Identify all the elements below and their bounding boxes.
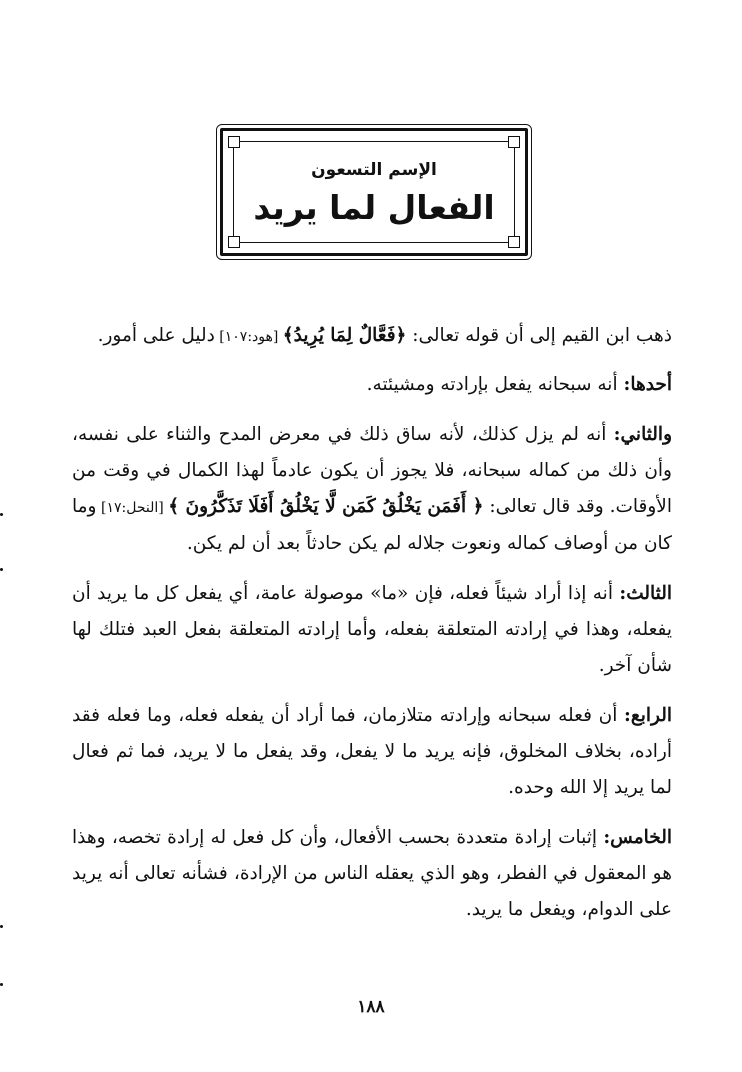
margin-mark [0, 568, 3, 571]
point-text: أنه إذا أراد شيئاً فعله، فإن «ما» موصولة عامة، أي يفعل كل ما يريد أن يفعله، وهذا في إرادته المتعلقة بفعله، وأما إرادته المتعلقة بفعل العبد فتلك لها شأن آخر. [72, 583, 672, 676]
margin-mark [0, 925, 3, 928]
point-text: أنه سبحانه يفعل بإرادته ومشيئته. [366, 374, 624, 395]
verse-reference: [النحل:١٧] [96, 500, 169, 516]
point-label: الثالث: [619, 583, 672, 604]
point-label: الرابع: [624, 705, 672, 726]
chapter-title-inner-frame [233, 141, 515, 243]
frame-corner-ornament [228, 136, 240, 148]
page-number: ١٨٨ [357, 997, 385, 1017]
frame-corner-ornament [508, 236, 520, 248]
chapter-title-frame [220, 128, 528, 256]
verse-reference: [هود:١٠٧] [214, 329, 283, 345]
point-label: والثاني: [613, 424, 672, 445]
body-text [72, 318, 672, 942]
point-label: أحدها: [623, 374, 672, 395]
point-text-continued: وما كان من أوصاف كماله ونعوت جلاله لم يكن حادثاً بعد أن لم يكن. [72, 496, 672, 554]
frame-corner-ornament [508, 136, 520, 148]
paragraph-second [72, 417, 672, 562]
chapter-subtitle: الإسم التسعون [311, 160, 437, 180]
paragraph-intro [72, 318, 672, 355]
paragraph-fourth [72, 698, 672, 806]
margin-mark [0, 513, 3, 516]
intro-text-before: ذهب ابن القيم إلى أن قوله تعالى: [406, 325, 672, 346]
chapter-title: الفعال لما يريد [253, 188, 495, 227]
paragraph-fifth [72, 820, 672, 928]
point-text: إثبات إرادة متعددة بحسب الأفعال، وأن كل فعل له إرادة تخصه، وهذا هو المعقول في الفطر، وهو الذي يعقله الناس من الإرادة، فشأنه تعالى أنه يريد على الدوام، ويفعل ما يريد. [72, 827, 672, 920]
paragraph-third [72, 576, 672, 684]
paragraph-first [72, 367, 672, 403]
intro-text-after: دليل على أمور. [97, 325, 215, 346]
quran-verse: ﴿ أَفَمَن يَخْلُقُ كَمَن لَّا يَخْلُقُ أَفَلَا تَذَكَّرُونَ ﴾ [168, 496, 484, 517]
frame-corner-ornament [228, 236, 240, 248]
margin-mark [0, 983, 3, 986]
quran-verse: ﴿فَعَّالٌ لِمَا يُرِيدُ﴾ [282, 325, 407, 346]
point-label: الخامس: [603, 827, 672, 848]
point-text: أن فعله سبحانه وإرادته متلازمان، فما أراد أن يفعله فعله، وما فعله فقد أراده، بخلاف المخلوق، فإنه يريد ما لا يفعل، وقد يفعل ما لا يريد، فما ثم فعال لما يريد إلا الله وحده. [72, 705, 672, 798]
point-text: أنه لم يزل كذلك، لأنه ساق ذلك في معرض المدح والثناء على نفسه، وأن ذلك من كماله سبحانه، فلا يجوز أن يكون عادماً لهذا الكمال في وقت من الأوقات. وقد قال تعالى: [72, 424, 672, 517]
